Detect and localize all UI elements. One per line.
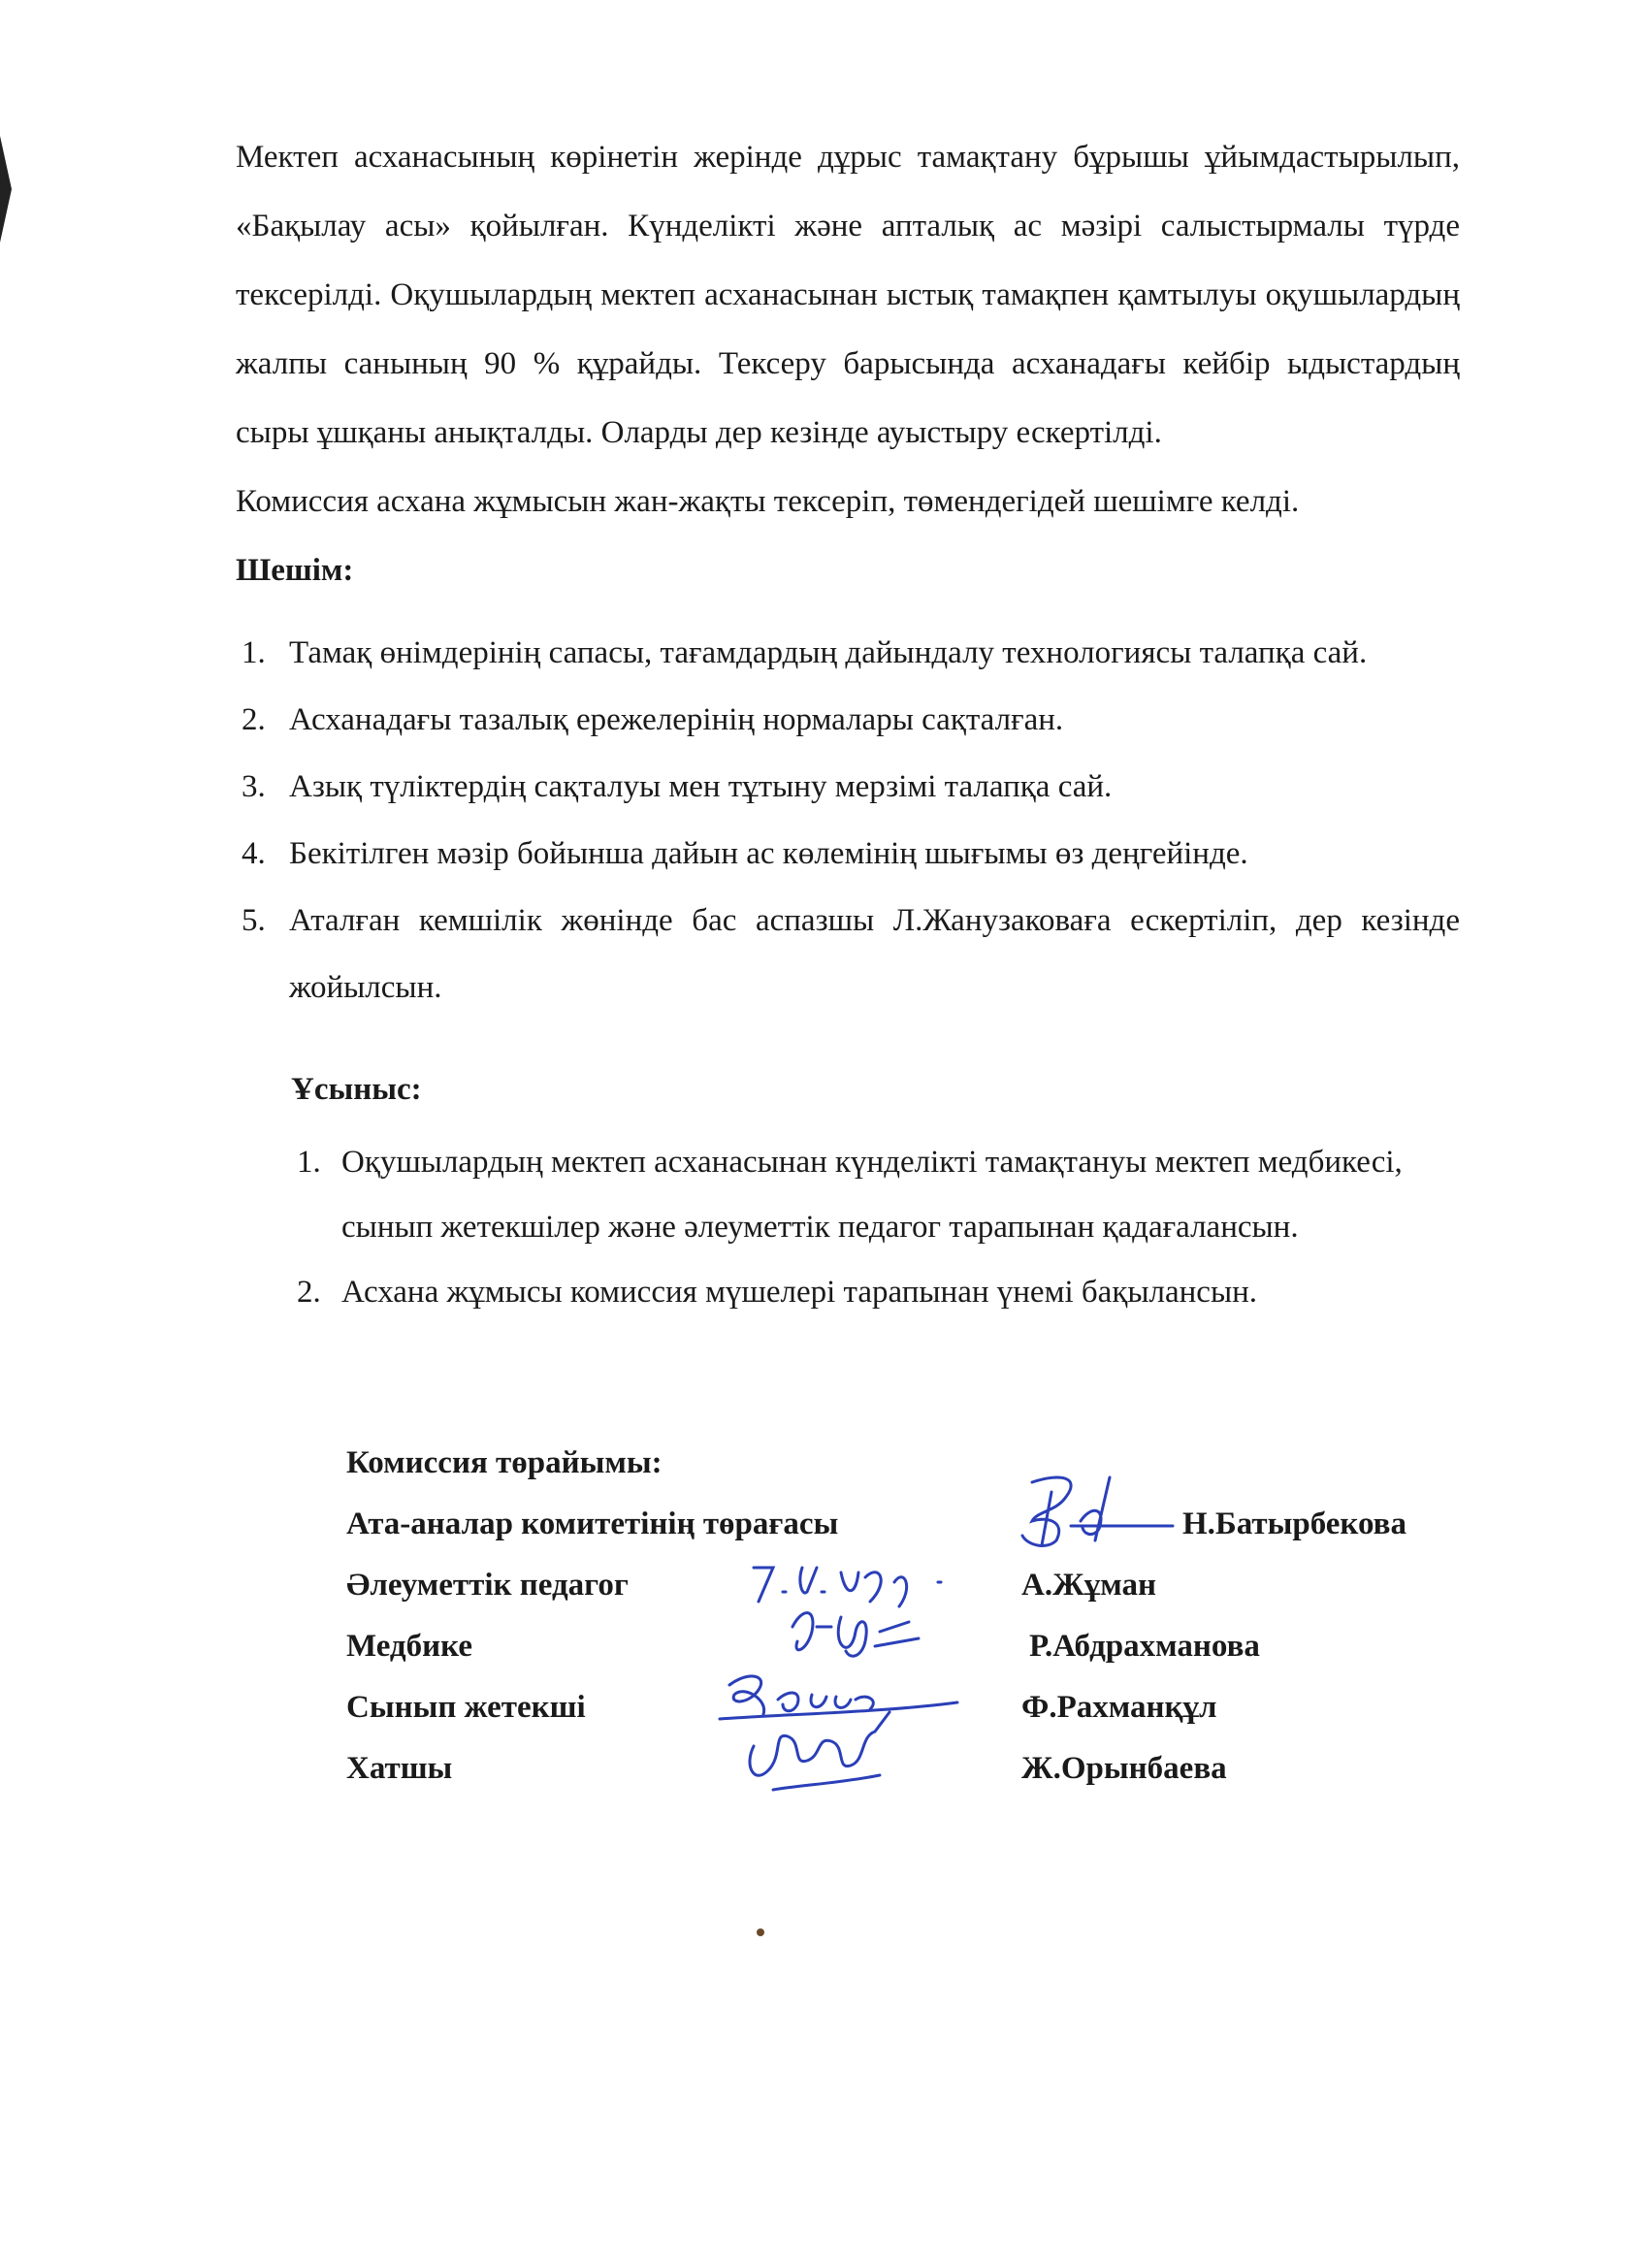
list-item [291,1260,1406,1325]
signature-name: А.Жұман [1021,1568,1156,1603]
signature-role: Медбике [346,1629,472,1664]
paragraph-conclusion: Комиссия асхана жұмысын жан-жақты тексеріп, төмендегідей шешімге келді. [236,484,1300,519]
list-number: 2. [297,1275,321,1310]
proposal-list [291,1130,1406,1325]
list-number: 1. [242,635,266,670]
list-item-text: Асханадағы тазалық ережелерінің нормалары сақталған. [289,702,1064,737]
list-item-text: Бекітілген мәзір бойынша дайын ас көлемінің шығымы өз деңгейінде. [289,836,1248,871]
signature-name: Р.Абдрахманова [1029,1629,1260,1664]
list-number: 3. [242,769,266,804]
list-number: 4. [242,836,266,871]
signature-row [346,1690,1510,1751]
list-item-text: Тамақ өнімдерінің сапасы, тағамдардың дайындалу технологиясы талапқа сай. [289,635,1368,670]
list-number: 1. [297,1145,321,1180]
list-item-text: Аталған кемшілік жөнінде бас аспазшы Л.Жанузаковаға ескертіліп, дер кезінде жойылсын. [289,903,1460,1005]
list-item [236,754,1460,821]
list-item-text: Асхана жұмысы комиссия мүшелері тарапынан үнемі бақылансын. [341,1275,1258,1310]
signature-row [346,1445,1510,1507]
signature-name: Н.Батырбекова [1182,1507,1406,1541]
signature-role: Хатшы [346,1751,453,1786]
signature-name: Ф.Рахманқұл [1021,1690,1217,1725]
signature-role: Сынып жетекші [346,1690,586,1725]
list-item-text: Азық түліктердің сақталуы мен тұтыну мерзімі талапқа сай. [289,769,1113,804]
list-item [236,888,1460,1021]
paragraph-intro: Мектеп асханасының көрінетін жерінде дұрыс тамақтану бұрышы ұйымдастырылып, «Бақылау асы» қойылған. Күнделікті және апталық ас мәзірі салыстырмалы түрде тексерілді. Оқушылардың мектеп асханасынан ыстық тамақпен қамтылуы оқушылардың жалпы санының 90 % құрайды. Тексеру барысында асханадағы кейбір ыдыстардың сыры ұшқаны анықталды. Оларды дер кезінде ауыстыру ескертілді. [236,140,1460,450]
scan-edge-mark [0,136,14,243]
handwritten-signature [783,1598,928,1675]
signature-row [346,1751,1510,1812]
list-item [291,1130,1406,1260]
list-item [236,620,1460,687]
signature-row [346,1568,1510,1629]
handwritten-signature [734,1707,909,1804]
ink-dot [757,1928,764,1936]
decision-heading: Шешім: [236,553,354,588]
proposal-heading: Ұсыныс: [291,1072,422,1107]
list-number: 5. [242,903,266,938]
signature-block [346,1445,1510,1812]
list-item [236,821,1460,888]
signature-name: Ж.Орынбаева [1021,1751,1227,1786]
decision-list [236,620,1460,1021]
signature-role: Комиссия төрайымы: [346,1445,663,1480]
signature-role: Ата-аналар комитетінің төрағасы [346,1507,839,1541]
list-item-text: Оқушылардың мектеп асханасынан күнделікті тамақтануы мектеп медбикесі, сынып жетекшілер және әлеуметтік педагог тарапынан қадағалансын. [341,1145,1403,1245]
body-text [236,123,1460,605]
list-number: 2. [242,702,266,737]
handwritten-signature [1013,1468,1178,1555]
list-item [236,687,1460,754]
signature-role: Әлеуметтік педагог [346,1568,629,1603]
